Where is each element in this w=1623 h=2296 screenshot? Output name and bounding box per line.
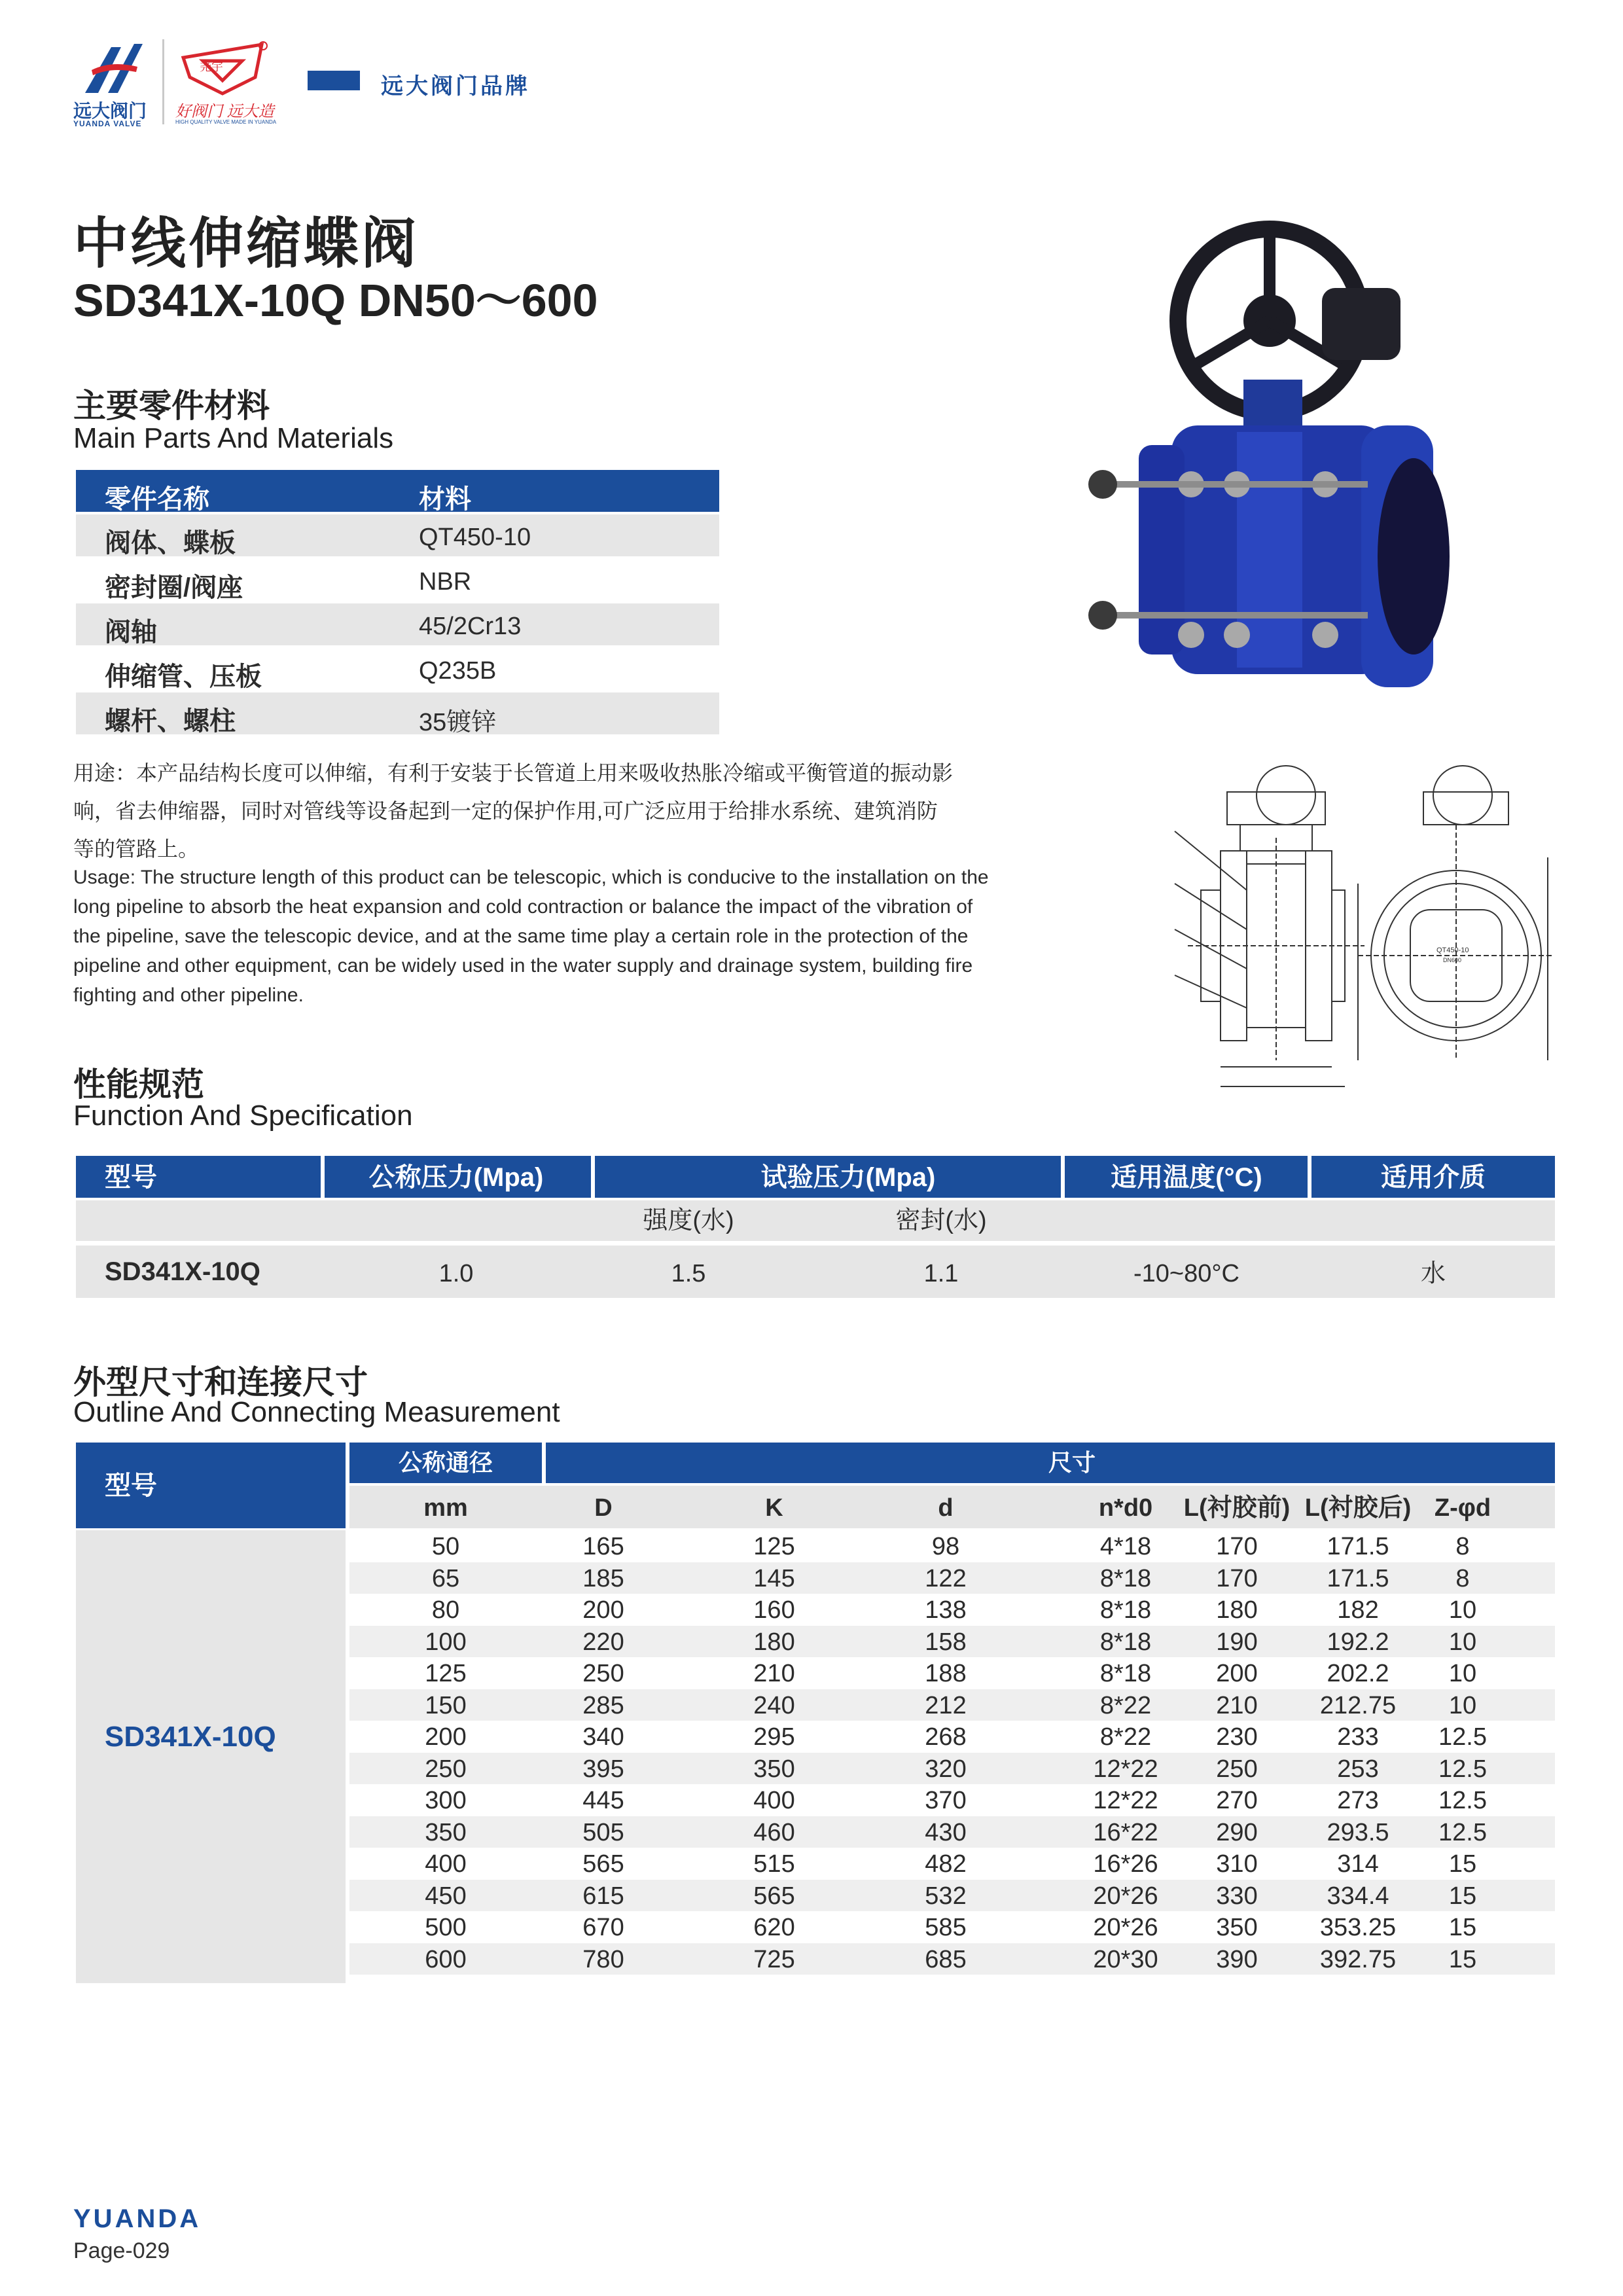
table-cell: 20*26: [1093, 1914, 1158, 1941]
dims-sub-L-after: L(衬胶后): [1304, 1494, 1412, 1522]
table-cell: 12*22: [1093, 1755, 1158, 1783]
dims-model-cell: [76, 1530, 346, 1983]
table-cell: 200: [582, 1596, 624, 1624]
logo2-slogan-en: HIGH QUALITY VALVE MADE IN YUANDA: [175, 119, 277, 125]
table-cell: 615: [582, 1882, 624, 1910]
yuanda-logo-icon: [72, 34, 151, 99]
logo-brand-cn: 远大阀门: [73, 101, 147, 121]
table-cell: 10: [1448, 1628, 1477, 1656]
table-cell: 188: [925, 1660, 967, 1687]
table-cell: 8: [1455, 1533, 1470, 1560]
table-cell: 395: [582, 1755, 624, 1783]
table-cell: 670: [582, 1914, 624, 1941]
spec-heading-cn: 性能规范: [73, 1066, 204, 1103]
table-cell: 138: [925, 1596, 967, 1624]
spec-header-divider: [321, 1156, 325, 1198]
table-cell: 122: [925, 1564, 967, 1592]
footer-page-number: Page-029: [73, 2238, 170, 2263]
table-cell: 202.2: [1327, 1660, 1389, 1687]
dims-sub-nd0: n*d0: [1098, 1494, 1153, 1522]
parts-row-material: 35镀锌: [419, 709, 497, 736]
table-cell: 50: [431, 1533, 460, 1560]
logo2-top-text: 尧宇: [200, 60, 223, 73]
parts-col-material: 材料: [419, 485, 471, 514]
table-cell: 500: [425, 1914, 467, 1941]
table-cell: 100: [425, 1628, 467, 1656]
table-cell: 12.5: [1438, 1787, 1487, 1814]
dims-sub-mm: mm: [423, 1494, 468, 1522]
table-cell: 370: [925, 1787, 967, 1814]
table-cell: 10: [1448, 1660, 1477, 1687]
table-cell: 725: [753, 1945, 795, 1973]
table-cell: 12.5: [1438, 1818, 1487, 1846]
table-cell: 585: [925, 1914, 967, 1941]
usage-cn: [73, 754, 1055, 868]
parts-row-name: 伸缩管、压板: [105, 662, 262, 691]
table-cell: 445: [582, 1787, 624, 1814]
spec-col-medium: 适用介质: [1381, 1163, 1486, 1192]
parts-row-name: 阀体、蝶板: [105, 529, 236, 558]
parts-row-name: 螺杆、螺柱: [105, 707, 236, 736]
table-cell: 253: [1337, 1755, 1379, 1783]
table-cell: 12.5: [1438, 1723, 1487, 1751]
table-cell: 350: [753, 1755, 795, 1783]
dims-sub-D: D: [594, 1494, 613, 1522]
tagline-bar: [308, 71, 360, 90]
table-cell: 460: [753, 1818, 795, 1846]
table-cell: 10: [1448, 1596, 1477, 1624]
spec-pressure: 1.0: [438, 1260, 474, 1287]
parts-heading-cn: 主要零件材料: [73, 387, 270, 424]
dims-size-header-label: 尺寸: [1048, 1449, 1096, 1476]
table-cell: 390: [1216, 1945, 1258, 1973]
table-cell: 350: [1216, 1914, 1258, 1941]
dims-sub-d: d: [938, 1494, 954, 1522]
table-cell: 158: [925, 1628, 967, 1656]
table-cell: 20*30: [1093, 1945, 1158, 1973]
table-cell: 250: [425, 1755, 467, 1783]
spec-seal: 1.1: [923, 1260, 959, 1287]
table-cell: 15: [1448, 1850, 1477, 1878]
parts-heading-en: Main Parts And Materials: [73, 422, 394, 454]
spec-col-pressure: 公称压力(Mpa): [368, 1163, 544, 1192]
parts-row-material: 45/2Cr13: [419, 613, 522, 640]
spec-sub-strength: 强度(水): [643, 1207, 734, 1234]
table-cell: 170: [1216, 1533, 1258, 1560]
usage-en-line: Usage: The structure length of this product can be telescopic, which is conducive to the installation on the: [73, 867, 989, 888]
usage-en-line: pipeline and other equipment, can be widely used in the water supply and drainage system, building fire: [73, 955, 973, 977]
table-cell: 340: [582, 1723, 624, 1751]
table-cell: 8*18: [1099, 1596, 1152, 1624]
table-cell: 8: [1455, 1564, 1470, 1592]
table-cell: 780: [582, 1945, 624, 1973]
dims-dn-header-label: 公称通径: [398, 1449, 493, 1476]
table-cell: 285: [582, 1691, 624, 1719]
page-title-cn: 中线伸缩蝶阀: [73, 213, 419, 274]
table-cell: 16*26: [1093, 1850, 1158, 1878]
spec-subheader-row: [76, 1200, 1555, 1241]
table-cell: 334.4: [1327, 1882, 1389, 1910]
table-cell: 400: [753, 1787, 795, 1814]
table-cell: 8*18: [1099, 1628, 1152, 1656]
dims-heading-en: Outline And Connecting Measurement: [73, 1396, 560, 1428]
table-cell: 145: [753, 1564, 795, 1592]
table-cell: 353.25: [1319, 1914, 1397, 1941]
table-cell: 320: [925, 1755, 967, 1783]
table-cell: 125: [425, 1660, 467, 1687]
dims-model-header-label: 型号: [105, 1471, 157, 1500]
table-cell: 270: [1216, 1787, 1258, 1814]
table-cell: 300: [425, 1787, 467, 1814]
table-cell: 240: [753, 1691, 795, 1719]
parts-row-name: 阀轴: [105, 618, 157, 647]
table-cell: 482: [925, 1850, 967, 1878]
table-cell: 15: [1448, 1914, 1477, 1941]
table-cell: 182: [1337, 1596, 1379, 1624]
spec-col-model: 型号: [105, 1163, 157, 1192]
parts-row-material: NBR: [419, 568, 472, 596]
spec-heading-en: Function And Specification: [73, 1100, 413, 1132]
usage-cn-line: 用途：本产品结构长度可以伸缩，有利于安装于长管道上用来吸收热胀冷缩或平衡管道的振动影: [73, 761, 954, 785]
table-cell: 10: [1448, 1691, 1477, 1719]
table-cell: 180: [1216, 1596, 1258, 1624]
parts-row-bg: [76, 603, 719, 645]
page-title-model: SD341X-10Q DN50～600: [73, 275, 598, 326]
logo-divider: [162, 39, 164, 124]
table-cell: 65: [431, 1564, 460, 1592]
parts-row-name: 密封圈/阀座: [105, 573, 243, 602]
logo-brand-en: YUANDA VALVE: [73, 119, 142, 128]
usage-cn-line: 响，省去伸缩器，同时对管线等设备起到一定的保护作用,可广泛应用于给排水系统、建筑消防: [73, 799, 938, 823]
dims-model-name: SD341X-10Q: [105, 1721, 276, 1753]
spec-header-divider: [1061, 1156, 1065, 1198]
table-cell: 314: [1337, 1850, 1379, 1878]
dims-sub-K: K: [765, 1494, 783, 1522]
table-cell: 12.5: [1438, 1755, 1487, 1783]
table-cell: 190: [1216, 1628, 1258, 1656]
table-cell: 125: [753, 1533, 795, 1560]
spec-col-temp: 适用温度(°C): [1111, 1163, 1262, 1192]
table-cell: 20*26: [1093, 1882, 1158, 1910]
table-cell: 392.75: [1319, 1945, 1397, 1973]
drawing-label-dn: DN600: [1443, 957, 1462, 963]
table-cell: 532: [925, 1882, 967, 1910]
tagline-text: 远大阀门品牌: [381, 74, 530, 99]
table-cell: 450: [425, 1882, 467, 1910]
usage-en-line: the pipeline, save the telescopic device, and at the same time play a certain role in the protection of the: [73, 925, 969, 947]
drawing-label-material: QT450-10: [1436, 946, 1469, 954]
parts-row-material: Q235B: [419, 657, 497, 685]
table-cell: 170: [1216, 1564, 1258, 1592]
table-cell: 290: [1216, 1818, 1258, 1846]
table-cell: 685: [925, 1945, 967, 1973]
table-cell: 8*18: [1099, 1660, 1152, 1687]
table-cell: 268: [925, 1723, 967, 1751]
table-cell: 210: [753, 1660, 795, 1687]
table-cell: 233: [1337, 1723, 1379, 1751]
table-cell: 212.75: [1319, 1691, 1397, 1719]
table-cell: 8*22: [1099, 1691, 1152, 1719]
spec-model: SD341X-10Q: [105, 1257, 260, 1286]
table-cell: 8*22: [1099, 1723, 1152, 1751]
table-cell: 620: [753, 1914, 795, 1941]
dims-sub-Z: Z-φd: [1434, 1494, 1491, 1522]
table-cell: 250: [1216, 1755, 1258, 1783]
table-cell: 80: [431, 1596, 460, 1624]
table-cell: 8*18: [1099, 1564, 1152, 1592]
footer-brand: YUANDA: [73, 2204, 202, 2233]
spec-medium: 水: [1420, 1260, 1446, 1287]
valve-product-image: [1060, 209, 1479, 720]
table-cell: 160: [753, 1596, 795, 1624]
parts-col-name: 零件名称: [105, 485, 209, 514]
table-cell: 350: [425, 1818, 467, 1846]
table-cell: 200: [425, 1723, 467, 1751]
table-cell: 171.5: [1327, 1564, 1389, 1592]
table-cell: 180: [753, 1628, 795, 1656]
usage-en-line: long pipeline to absorb the heat expansion and cold contraction or balance the impact of the vibration of: [73, 896, 973, 918]
usage-cn-line: 等的管路上。: [73, 837, 200, 861]
usage-en: [73, 863, 1094, 1010]
table-cell: 250: [582, 1660, 624, 1687]
table-cell: 210: [1216, 1691, 1258, 1719]
table-cell: 310: [1216, 1850, 1258, 1878]
spec-strength: 1.5: [671, 1260, 706, 1287]
spec-col-test-pressure: 试验压力(Mpa): [760, 1163, 936, 1192]
usage-en-line: fighting and other pipeline.: [73, 984, 304, 1006]
table-cell: 400: [425, 1850, 467, 1878]
table-cell: 505: [582, 1818, 624, 1846]
table-cell: 165: [582, 1533, 624, 1560]
parts-row-material: QT450-10: [419, 524, 531, 551]
table-cell: 230: [1216, 1723, 1258, 1751]
dims-heading-cn: 外型尺寸和连接尺寸: [73, 1364, 368, 1401]
table-cell: 185: [582, 1564, 624, 1592]
table-cell: 220: [582, 1628, 624, 1656]
table-cell: 15: [1448, 1882, 1477, 1910]
table-cell: 273: [1337, 1787, 1379, 1814]
technical-drawing: [1149, 759, 1554, 1100]
table-cell: 192.2: [1327, 1628, 1389, 1656]
table-cell: 150: [425, 1691, 467, 1719]
table-cell: 295: [753, 1723, 795, 1751]
table-cell: 171.5: [1327, 1533, 1389, 1560]
table-cell: 212: [925, 1691, 967, 1719]
table-cell: 430: [925, 1818, 967, 1846]
spec-data-row: [76, 1246, 1555, 1298]
table-cell: 330: [1216, 1882, 1258, 1910]
table-cell: 4*18: [1099, 1533, 1152, 1560]
table-cell: 565: [582, 1850, 624, 1878]
spec-header-divider: [1308, 1156, 1311, 1198]
spec-sub-seal: 密封(水): [895, 1207, 987, 1234]
spec-header-divider: [591, 1156, 595, 1198]
table-cell: 200: [1216, 1660, 1258, 1687]
table-cell: 515: [753, 1850, 795, 1878]
table-cell: 15: [1448, 1945, 1477, 1973]
table-cell: 12*22: [1093, 1787, 1158, 1814]
table-cell: 293.5: [1327, 1818, 1389, 1846]
spec-temp: -10~80°C: [1133, 1260, 1240, 1287]
table-cell: 98: [931, 1533, 960, 1560]
dims-sub-L-before: L(衬胶前): [1183, 1494, 1291, 1522]
logo2-slogan: 好阀门 远大造: [175, 103, 274, 120]
table-cell: 565: [753, 1882, 795, 1910]
table-cell: 600: [425, 1945, 467, 1973]
table-cell: 16*22: [1093, 1818, 1158, 1846]
